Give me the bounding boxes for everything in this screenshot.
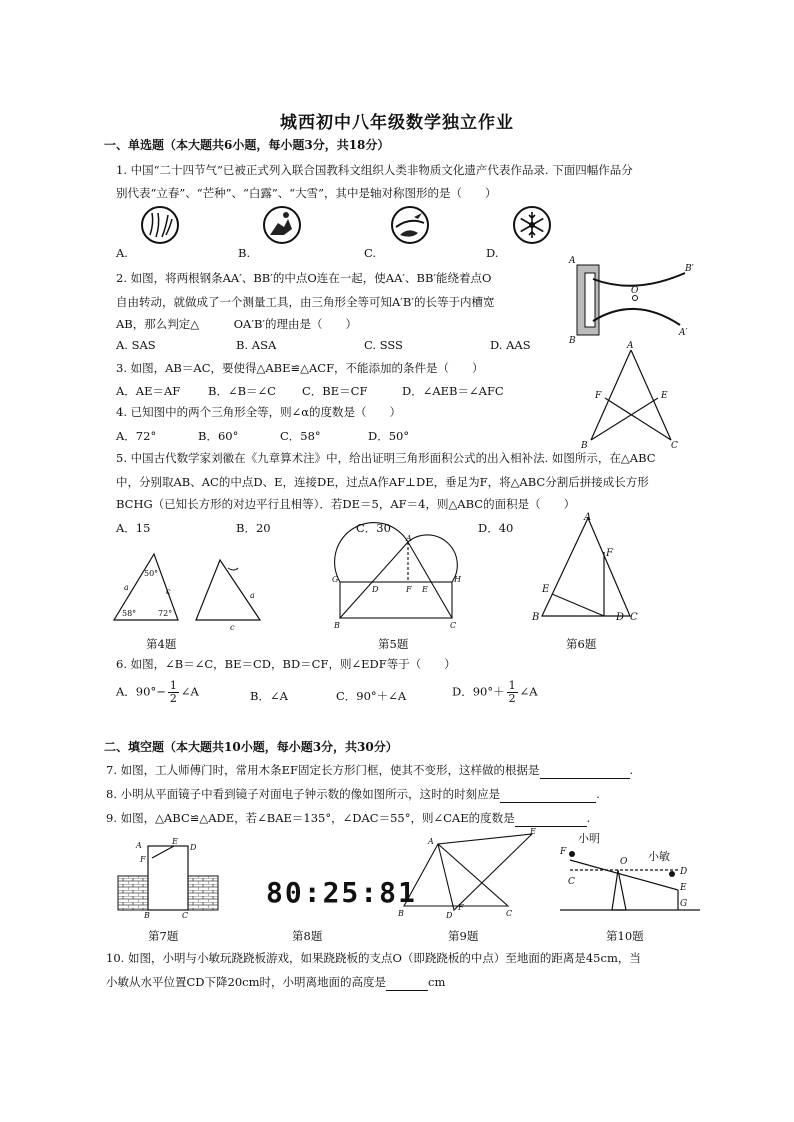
- q3-label-a: A: [627, 341, 634, 351]
- fig7-label-a: A: [136, 841, 142, 850]
- q2-option-b: B. ASA: [236, 338, 277, 352]
- section-1-header: 一、单选题（本大题共6小题，每小题3分，共18分）: [104, 138, 390, 152]
- fig6-label-d: D: [616, 612, 625, 623]
- fig6-label-a: A: [584, 512, 592, 523]
- fig5-label-f: F: [406, 585, 412, 594]
- fig9-label-c: C: [506, 909, 513, 918]
- q2-figure: [565, 255, 695, 345]
- fig7-label-c: C: [182, 911, 189, 920]
- fig5-label-c: C: [450, 621, 457, 630]
- q6-option-a-fraction: $\frac{1}{2}$: [169, 679, 177, 705]
- fig10-label-d: D: [680, 867, 688, 877]
- daxue-icon: [512, 205, 552, 245]
- page-title: 城西初中八年级数学独立作业: [280, 113, 514, 133]
- lichun-icon: [140, 205, 180, 245]
- q3-label-f: F: [595, 391, 602, 401]
- fig5-label-e: E: [422, 585, 428, 594]
- q1-option-a: A.: [116, 246, 128, 260]
- q2-label-b-prime: B′: [685, 264, 694, 274]
- q8-text: 8. 小明从平面镜子中看到镜子对面电子钟示数的像如图所示，这时的时刻应是 .: [106, 787, 600, 801]
- q6-option-d-fraction: $\frac{1}{2}$: [508, 679, 516, 705]
- q5-option-b: B．20: [236, 521, 271, 535]
- q3-label-e: E: [661, 391, 668, 401]
- fig4-angle-58: 58°: [122, 609, 137, 618]
- fig8-caption: 第8题: [292, 929, 323, 943]
- q1-line1: 1. 中国“二十四节气”已被正式列入联合国教科文组织人类非物质文化遗产代表作品录. 下面四幅作品分: [116, 163, 633, 177]
- q3-figure: [581, 340, 685, 451]
- q3-line1: 3. 如图，AB＝AC，要使得△ABE≌△ACF，不能添加的条件是（ ）: [116, 361, 484, 375]
- q5-line3: BCHG（已知长方形的对边平行且相等）．若DE＝5，AF＝4，则△ABC的面积是（ ）: [116, 497, 576, 511]
- fig9-label-f: F: [458, 903, 464, 912]
- fig7: [118, 836, 218, 920]
- q5-line1: 5. 中国古代数学家刘徽在《九章算术注》中，给出证明三角形面积公式的出入相补法. 如图所示，在△ABC: [116, 451, 656, 465]
- fig4-angle-50: 50°: [144, 569, 159, 578]
- q6-option-a: [116, 680, 199, 705]
- q2-line3: AB，那么判定△ OA′B′的理由是（ ）: [116, 317, 358, 331]
- q1-option-c: C.: [364, 246, 377, 260]
- fig5: [332, 534, 466, 630]
- q2-option-a: A. SAS: [116, 338, 156, 352]
- q2-label-a: A: [569, 256, 576, 266]
- fig9-label-d: D: [446, 911, 453, 920]
- q6-option-b: B．∠A: [250, 689, 288, 703]
- fig4-angle-72: 72°: [158, 609, 173, 618]
- q1-option-b: B.: [238, 246, 251, 260]
- fig9-label-a: A: [428, 837, 434, 846]
- q4-option-b: B．60°: [198, 429, 239, 443]
- q3-label-b: B: [581, 441, 588, 451]
- fig4-label-a1: a: [124, 583, 129, 592]
- fig7-label-b: B: [144, 911, 150, 920]
- q3-option-c: C．BE＝CF: [302, 384, 368, 398]
- fig9-label-b: B: [398, 909, 404, 918]
- q9-text: 9. 如图，△ABC≌△ADE，若∠BAE＝135°，∠DAC＝55°，则∠CAE的度数是 .: [106, 811, 591, 825]
- fig5-label-a: A: [406, 534, 412, 543]
- fig4-caption: 第4题: [146, 637, 177, 651]
- q10-line2: 小敏从水平位置CD下降20cm时，小明离地面的高度是 cm: [106, 975, 446, 989]
- q5-line2: 中，分别取AB、AC的中点D、E，连接DE，过点A作AF⊥DE，垂足为F，将△ABC分割后拼接成长方形: [116, 475, 649, 489]
- q2-label-o: O: [631, 286, 639, 296]
- section-2-header: 二、填空题（本大题共10小题，每小题3分，共30分）: [104, 740, 398, 754]
- fig5-label-g: G: [332, 575, 339, 584]
- q2-line1: 2. 如图，将两根钢条AA′、BB′的中点O连在一起，使AA′、BB′能绕着点O: [116, 271, 492, 285]
- fig10-label-f: F: [560, 847, 567, 857]
- q3-option-d: D．∠AEB＝∠AFC: [402, 384, 504, 398]
- bailu-icon: [390, 205, 430, 245]
- fig7-label-e: E: [172, 837, 178, 846]
- q4-line1: 4. 已知图中的两个三角形全等，则∠α的度数是（ ）: [116, 405, 402, 419]
- q1-option-d: D.: [486, 246, 499, 260]
- q7-text: 7. 如图，工人师傅门时，常用木条EF固定长方形门框，使其不变形，这样做的根据是 .: [106, 763, 634, 777]
- fig4: [110, 550, 290, 630]
- q6-option-d-pre: D．90°＋: [452, 684, 505, 699]
- q6-line1: 6. 如图，∠B＝∠C，BE＝CD，BD＝CF，则∠EDF等于（ ）: [116, 657, 456, 671]
- fig6-label-f: F: [606, 548, 613, 559]
- q6-option-c: C．90°＋∠A: [336, 689, 407, 703]
- fig9-label-e: E: [530, 827, 536, 836]
- q2-option-c: C. SSS: [364, 338, 403, 352]
- q5-option-a: A．15: [116, 521, 151, 535]
- fig10-label-xiaoming: 小明: [578, 832, 600, 845]
- q8-answer-blank[interactable]: [500, 786, 596, 803]
- fig9: [398, 827, 540, 920]
- fig4-label-a2: a: [250, 591, 255, 600]
- fig10-label-xiaomin: 小敏: [648, 850, 670, 863]
- q3-option-a: A．AE＝AF: [116, 384, 181, 398]
- fig10-label-e: E: [680, 883, 687, 893]
- fig10: [560, 830, 700, 920]
- q3-label-c: C: [671, 441, 678, 451]
- mangzhong-icon: [262, 205, 302, 245]
- fig5-label-h: H: [454, 575, 461, 584]
- fig6-label-c: C: [630, 612, 638, 623]
- q6-option-a-pre: A．90°−: [116, 684, 166, 699]
- q4-option-d: D．50°: [368, 429, 410, 443]
- fig7-label-f: F: [140, 855, 146, 864]
- q7-answer-blank[interactable]: [540, 762, 630, 779]
- fig4-label-c1: c: [166, 587, 171, 596]
- q10-answer-blank[interactable]: [386, 974, 428, 991]
- fig5-label-b: B: [334, 621, 340, 630]
- q2-option-d: D. AAS: [490, 338, 531, 352]
- q1-line2: 别代表“立春”、“芒种”、“白露”、“大雪”，其中是轴对称图形的是（ ）: [116, 186, 497, 200]
- fig10-label-o: O: [620, 857, 628, 867]
- q9-answer-blank[interactable]: [515, 810, 587, 827]
- fig10-label-c: C: [568, 877, 575, 887]
- fig4-label-c2: c: [230, 623, 235, 632]
- q5-option-c: C．30: [356, 521, 391, 535]
- fig5-caption: 第5题: [378, 637, 409, 651]
- q6-option-d-post: ∠A: [519, 684, 538, 699]
- q2-label-a-prime: A′: [679, 328, 688, 338]
- fig10-label-g: G: [680, 899, 688, 909]
- q4-option-c: C．58°: [280, 429, 321, 443]
- fig7-label-d: D: [190, 843, 197, 852]
- mirrored-clock-display: 80:25:81: [266, 876, 417, 909]
- fig6: [534, 512, 644, 624]
- fig10-caption: 第10题: [606, 929, 644, 943]
- fig5-label-d: D: [372, 585, 379, 594]
- fig9-caption: 第9题: [448, 929, 479, 943]
- q4-option-a: A．72°: [116, 429, 157, 443]
- q2-line2: 自由转动，就做成了一个测量工具，由三角形全等可知A′B′的长等于内槽宽: [116, 295, 495, 309]
- fig6-label-e: E: [542, 584, 550, 595]
- q6-option-a-post: ∠A: [180, 684, 199, 699]
- q2-label-b: B: [569, 336, 576, 346]
- q6-option-d: [452, 680, 538, 705]
- q3-option-b: B．∠B＝∠C: [208, 384, 276, 398]
- fig6-label-b: B: [532, 612, 540, 623]
- fig6-caption: 第6题: [566, 637, 597, 651]
- q5-option-d: D．40: [478, 521, 514, 535]
- fig7-caption: 第7题: [148, 929, 179, 943]
- q10-line1: 10. 如图，小明与小敏玩跷跷板游戏，如果跷跷板的支点O（即跷跷板的中点）至地面的距离是45cm，当: [106, 951, 641, 965]
